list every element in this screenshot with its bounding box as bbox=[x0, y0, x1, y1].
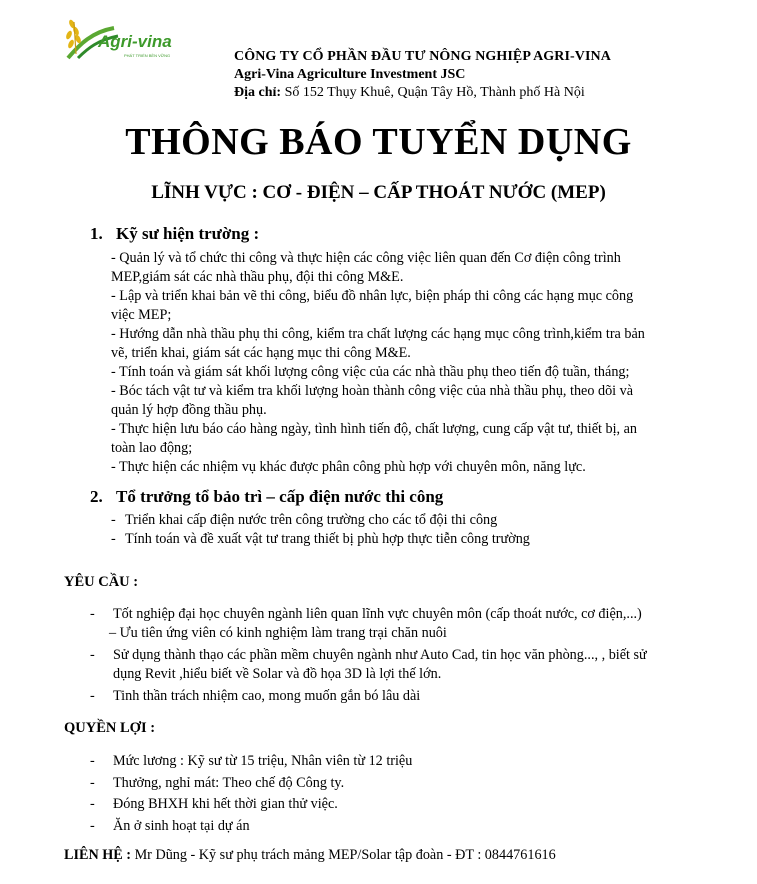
section2-list bbox=[111, 511, 530, 549]
list-item: - Tốt nghiệp đại học chuyên ngành liên quan lĩnh vực chuyên môn (cấp thoát nước, cơ điện,...) – Ưu tiên ứng viên có kinh nghiệm làm trang trại chăn nuôi bbox=[90, 606, 642, 641]
list-item: - Đóng BHXH khi hết thời gian thử việc. bbox=[90, 796, 338, 812]
section1-line: - Tính toán và giám sát khối lượng công việc của các nhà thầu phụ theo tiến độ tuần, tháng; bbox=[111, 364, 630, 380]
list-item: - Tính toán và đề xuất vật tư trang thiết bị phù hợp thực tiễn công trường bbox=[111, 531, 530, 547]
section1-line: vẽ, triển khai, giám sát các hạng mục thi công M&E. bbox=[111, 345, 411, 361]
address-label: Địa chỉ: bbox=[234, 85, 282, 100]
list-item: - Triển khai cấp điện nước trên công trường cho các tổ đội thi công bbox=[111, 512, 498, 528]
section2-heading bbox=[90, 487, 443, 507]
page-subtitle: LĨNH VỰC : CƠ - ĐIỆN – CẤP THOÁT NƯỚC (MEP) bbox=[151, 182, 606, 203]
section1-title: Kỹ sư hiện trường : bbox=[116, 224, 260, 243]
company-logo bbox=[62, 14, 202, 62]
address-text: Số 152 Thụy Khuê, Quận Tây Hồ, Thành phố Hà Nội bbox=[281, 85, 585, 100]
logo-tagline: PHÁT TRIỂN BỀN VỮNG bbox=[124, 53, 171, 58]
section1-line: - Hướng dẫn nhà thầu phụ thi công, kiểm tra chất lượng các hạng mục công trình,kiểm tra bản bbox=[111, 326, 645, 342]
logo-wordmark: Agri-vina bbox=[98, 32, 172, 51]
benefits-list bbox=[90, 751, 412, 837]
list-item: - Tinh thần trách nhiệm cao, mong muốn gắn bó lâu dài bbox=[90, 688, 421, 704]
section1-number: 1. bbox=[90, 224, 103, 243]
section1-line: việc MEP; bbox=[111, 307, 172, 323]
section2-title: Tổ trưởng tổ bảo trì – cấp điện nước thi công bbox=[116, 487, 444, 506]
contact-text: Mr Dũng - Kỹ sư phụ trách mảng MEP/Solar tập đoàn - ĐT : 0844761616 bbox=[131, 847, 556, 863]
company-info bbox=[234, 48, 611, 102]
section1-line: quản lý hợp đồng thầu phụ. bbox=[111, 402, 267, 418]
section1-line: - Thực hiện các nhiệm vụ khác được phân công phù hợp với chuyên môn, năng lực. bbox=[111, 459, 586, 475]
contact-line bbox=[64, 847, 556, 864]
section1-line: - Quản lý và tổ chức thi công và thực hiện các công việc liên quan đến Cơ điện công trình bbox=[111, 250, 621, 266]
requirements-label: YÊU CẦU : bbox=[64, 574, 139, 590]
benefits-label: QUYỀN LỢI : bbox=[64, 720, 156, 736]
company-address bbox=[234, 84, 611, 102]
section1-line: - Thực hiện lưu báo cáo hàng ngày, tình hình tiến độ, chất lượng, cung cấp vật tư, thiết bị, an bbox=[111, 421, 638, 437]
contact-label: LIÊN HỆ : bbox=[64, 847, 132, 863]
page-title: THÔNG BÁO TUYỂN DỤNG bbox=[125, 121, 632, 163]
company-name-vn: CÔNG TY CỔ PHẦN ĐẦU TƯ NÔNG NGHIỆP AGRI-VINA bbox=[234, 49, 611, 64]
section2-number: 2. bbox=[90, 487, 103, 506]
section1-line: - Lập và triển khai bản vẽ thi công, biểu đồ nhân lực, biện pháp thi công các hạng mục công bbox=[111, 288, 634, 304]
list-item: - Thưởng, nghỉ mát: Theo chế độ Công ty. bbox=[90, 774, 345, 791]
section1-line: - Bóc tách vật tư và kiểm tra khối lượng hoàn thành công việc của nhà thầu phụ, theo dõi và bbox=[111, 383, 634, 399]
list-item: - Ăn ở sinh hoạt tại dự án bbox=[90, 817, 250, 834]
section1-body bbox=[111, 249, 645, 477]
list-item: - Sử dụng thành thạo các phần mềm chuyên ngành như Auto Cad, tin học văn phòng..., , biết sử dụng Revit ,hiểu biết về Solar và đồ họa 3D là lợi thế lớn. bbox=[90, 647, 647, 682]
company-name-en: Agri-Vina Agriculture Investment JSC bbox=[234, 67, 466, 82]
section1-heading bbox=[90, 224, 259, 244]
section1-line: MEP,giám sát các nhà thầu phụ, đội thi công M&E. bbox=[111, 269, 404, 285]
requirements-list bbox=[90, 605, 647, 706]
section1-line: toàn lao động; bbox=[111, 440, 193, 456]
list-item: - Mức lương : Kỹ sư từ 15 triệu, Nhân viên từ 12 triệu bbox=[90, 753, 413, 769]
